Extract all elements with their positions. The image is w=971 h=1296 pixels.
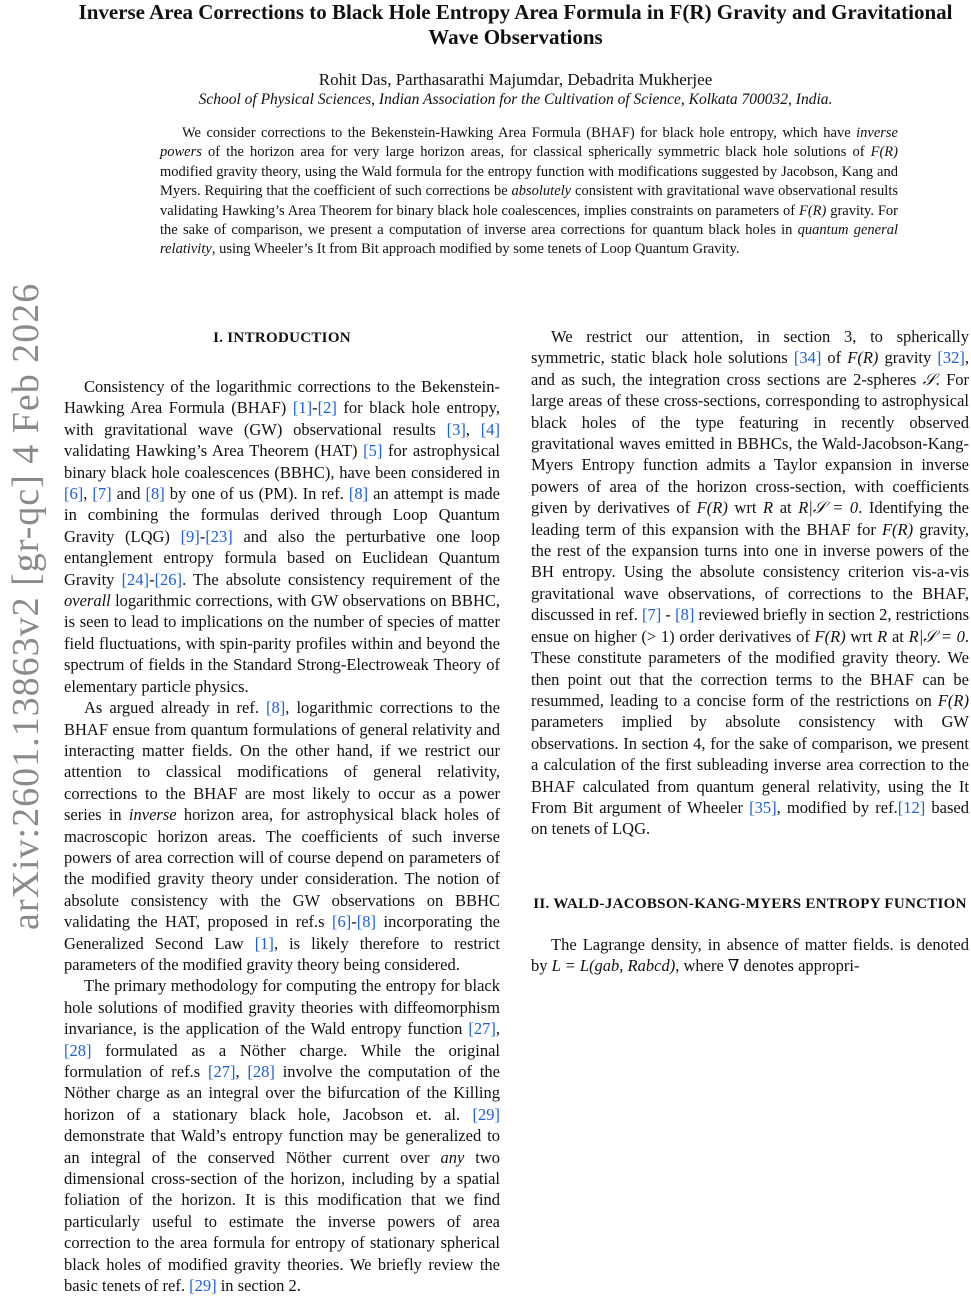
abstract: We consider corrections to the Bekenstein-Hawking Area Formula (BHAF) for black hole entropy, which have inverse powers of the horizon area for very large horizon areas, for classical spherically symmetric black hole solutions of F(R) modified gravity theory, using the Wald formula for the entropy function with modifications suggested by Jacobson, Kang and Myers. Requiring that the coefficient of such corrections be absolutely consistent with gravitational wave observational results validating Hawking’s Area Theorem for binary black hole coalescences, implies constraints on parameters of F(R) gravity. For the sake of comparison, we present a computation of inverse area corrections for quantum black holes in quantum general relativity, using Wheeler’s It from Bit approach modified by some tenets of Loop Quantum Gravity. <box>160 125 899 258</box>
citation-link[interactable]: [6] <box>332 912 352 932</box>
citation-link[interactable]: [1] <box>254 933 274 953</box>
paragraph: The Lagrange density, in absence of matter fields. is denoted by L = L(gab, Rabcd), where ∇ denotes appropri- <box>531 934 969 976</box>
paper-title: Inverse Area Corrections to Black Hole Entropy Area Formula in F(R) Gravity and Gravitational Wave Observations <box>78 0 953 49</box>
citation-link[interactable]: [35] <box>749 797 777 817</box>
citation-link[interactable]: [32] <box>937 348 965 368</box>
section-heading-introduction: I. INTRODUCTION <box>213 330 351 346</box>
citation-link[interactable]: [8] <box>675 605 695 625</box>
citation-link[interactable]: [9] <box>180 526 200 546</box>
paragraph: We restrict our attention, in section 3, to spherically symmetric, static black hole solutions [34] of F(R) gravity [32], and as such, the integration cross sections are 2-spheres 𝒮. For large areas of these cross-sections, corresponding to astrophysical black holes of the type featuring in recently observed gravitational waves emitted in BBHCs, the Wald-Jacobson-Kang-Myers Entropy function admits a Taylor expansion in inverse powers of area of the horizon cross-section, with coefficients given by derivatives of F(R) wrt R at R|𝒮 = 0. Identifying the leading term of this expansion with the BHAF for F(R) gravity, the rest of the expansion turns into one in inverse powers of the BH entropy. Using the absolute consistency criterion vis-a-vis gravitational wave observations, of corrections to the BHAF, discussed in ref. [7] - [8] reviewed briefly in section 2, restrictions ensue on higher (> 1) order derivatives of F(R) wrt R at R|𝒮 = 0. These constitute parameters of the modified gravity theory. We then point out that the correction terms to the BHAF can be resummed, leading to a concise form of the restrictions on F(R) parameters implied by absolute consistency with GW observations. In section 4, for the sake of comparison, we present a calculation of the first subleading inverse area correction to the BHAF calculated from quantum general relativity, using the It From Bit argument of Wheeler [35], modified by ref.[12] based on tenets of LQG. <box>531 327 970 839</box>
citation-link[interactable]: [23] <box>205 526 233 546</box>
citation-link[interactable]: [34] <box>793 348 822 368</box>
citation-link[interactable]: [8] <box>266 698 286 718</box>
citation-link[interactable]: [8] <box>145 484 165 504</box>
citation-link[interactable]: [29] <box>189 1276 217 1296</box>
citation-link[interactable]: [12] <box>897 797 926 817</box>
citation-link[interactable]: [27] <box>468 1019 496 1039</box>
citation-link[interactable]: [5] <box>363 441 383 461</box>
citation-link[interactable]: [7] <box>92 484 112 504</box>
citation-link[interactable]: [8] <box>348 484 369 504</box>
arxiv-identifier: arXiv:2601.13863v2 [gr-qc] 4 Feb 2026 <box>5 282 47 930</box>
citation-link[interactable]: [24] <box>121 569 150 589</box>
paragraph: Consistency of the logarithmic corrections to the Bekenstein-Hawking Area Formula (BHAF) [1]-[2] for black hole entropy, with gravitational wave (GW) observational results [3], [4] validating Hawking’s Area Theorem (HAT) [5] for astrophysical binary black hole coalescences (BBHC), have been considered in [6], [7] and [8] by one of us (PM). In ref. [8] an attempt is made in combining the formulas derived through Loop Quantum Gravity (LQG) [9]-[23] and also the perturbative one loop entanglement entropy formula based on Euclidean Quantum Gravity [24]-[26]. The absolute consistency requirement of the overall logarithmic corrections, with GW observations on BBHC, is seen to lead to implications on the number of species of matter field fluctuations, with spin-parity profiles within and beyond the spectrum of fields in the Standard Strong-Electroweak Theory of elementary particle physics. <box>64 377 501 696</box>
citation-link[interactable]: [27] <box>207 1062 236 1081</box>
citation-link[interactable]: [6] <box>64 484 84 504</box>
citation-link[interactable]: [28] <box>247 1062 275 1081</box>
citation-link[interactable]: [26] <box>154 569 183 589</box>
section-heading-wald-entropy: II. WALD-JACOBSON-KANG-MYERS ENTROPY FUNCTION <box>533 895 967 912</box>
citation-link[interactable]: [4] <box>480 419 501 439</box>
citation-link[interactable]: [28] <box>64 1040 92 1060</box>
right-column <box>531 326 969 977</box>
citation-link[interactable]: [8] <box>356 912 377 932</box>
citation-link[interactable]: [29] <box>472 1104 500 1124</box>
citation-link[interactable]: [3] <box>446 419 466 439</box>
affiliation: School of Physical Sciences, Indian Association for the Cultivation of Science, Kolkata 700032, India. <box>198 91 833 108</box>
citation-link[interactable]: [1] <box>292 398 313 418</box>
citation-link[interactable]: [2] <box>317 398 337 418</box>
citation-link[interactable]: [7] <box>642 605 662 625</box>
left-column <box>64 325 500 1296</box>
paragraph: As argued already in ref. [8], logarithmic corrections to the BHAF ensue from quantum formulations of general relativity and interacting matter fields. On the other hand, if we restrict our attention to classical modifications of general relativity, corrections to the BHAF are most likely to occur as a power series in inverse horizon area, for astrophysical black holes of macroscopic horizon areas. The coefficients of such inverse powers of area correction will of course depend on parameters of the modified gravity theory under consideration. The notion of absolute consistency with the GW observations on BBHC validating the HAT, proposed in ref.s [6]-[8] incorporating the Generalized Second Law [1], is likely therefore to restrict parameters of the modified gravity theory being considered. <box>64 698 501 974</box>
author-list: Rohit Das, Parthasarathi Majumdar, Debadrita Mukherjee <box>318 70 713 89</box>
paragraph: The primary methodology for computing the entropy for black hole solutions of modified gravity theories with diffeomorphism invariance, is the application of the Wald entropy function [27], [28] formulated as a Nöther charge. While the original formulation of ref.s [27], [28] involve the computation of the Nöther charge as an integral over the bifurcation of the Killing horizon of a stationary black hole, Jacobson et. al. [29] demonstrate that Wald’s entropy function may be generalized to an integral of the conserved Nöther current over any two dimensional cross-section of the horizon, including by a spatial foliation of the horizon. It is this modification that we find particularly useful to estimate the inverse powers of area correction to the area formula for entropy of stationary spherical black holes of modified gravity theories. We briefly review the basic tenets of ref. [29] in section 2. <box>64 976 500 1296</box>
